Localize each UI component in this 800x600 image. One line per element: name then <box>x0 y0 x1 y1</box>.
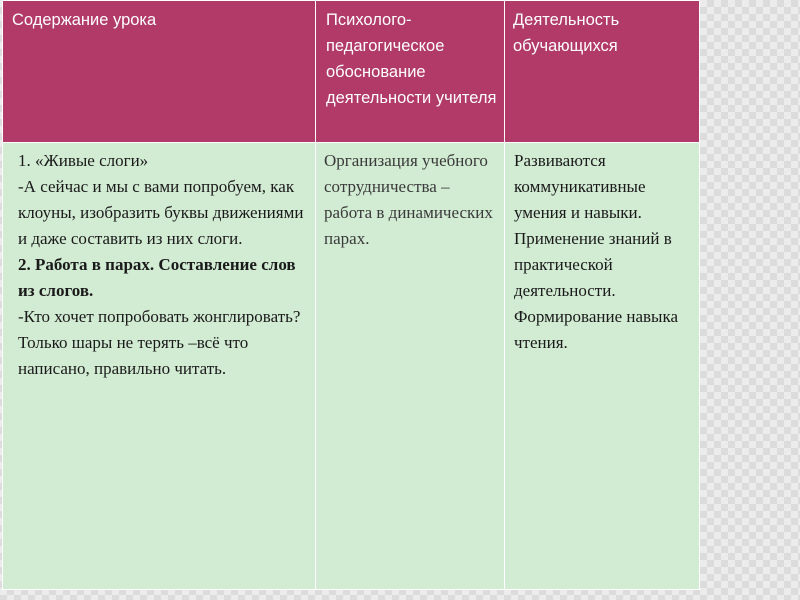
header-teacher-rationale: Психолого-педагогическое обоснование деятельности учителя <box>326 11 497 107</box>
item1-text: -А сейчас и мы с вами попробуем, как клоуны, изобразить буквы движениями и даже составить из них слоги. <box>18 177 304 248</box>
header-student-activity: Деятельность обучающихся <box>513 11 620 55</box>
item2-text: -Кто хочет попробовать жонглировать? Только шары не терять –всё что написано, правильно читать. <box>18 307 301 378</box>
rationale-text: Организация учебного сотрудничества – работа в динамических парах. <box>324 151 493 248</box>
lesson-table <box>2 0 700 590</box>
header-cell-activity <box>505 1 700 143</box>
item2-title: 2. Работа в парах. Составление слов из слогов. <box>18 255 296 300</box>
table-header-row <box>3 1 700 143</box>
header-lesson-content: Содержание урока <box>12 11 157 29</box>
header-cell-rationale <box>316 1 505 143</box>
lesson-content-cell <box>3 143 316 590</box>
table-row <box>3 143 700 590</box>
activity-cell <box>505 143 700 590</box>
item1-title: 1. «Живые слоги» <box>18 151 149 170</box>
header-cell-content <box>3 1 316 143</box>
activity-text: Развиваются коммуникативные умения и навыки. Применение знаний в практической деятельности. Формирование навыка чтения. <box>514 151 679 352</box>
rationale-cell <box>316 143 505 590</box>
